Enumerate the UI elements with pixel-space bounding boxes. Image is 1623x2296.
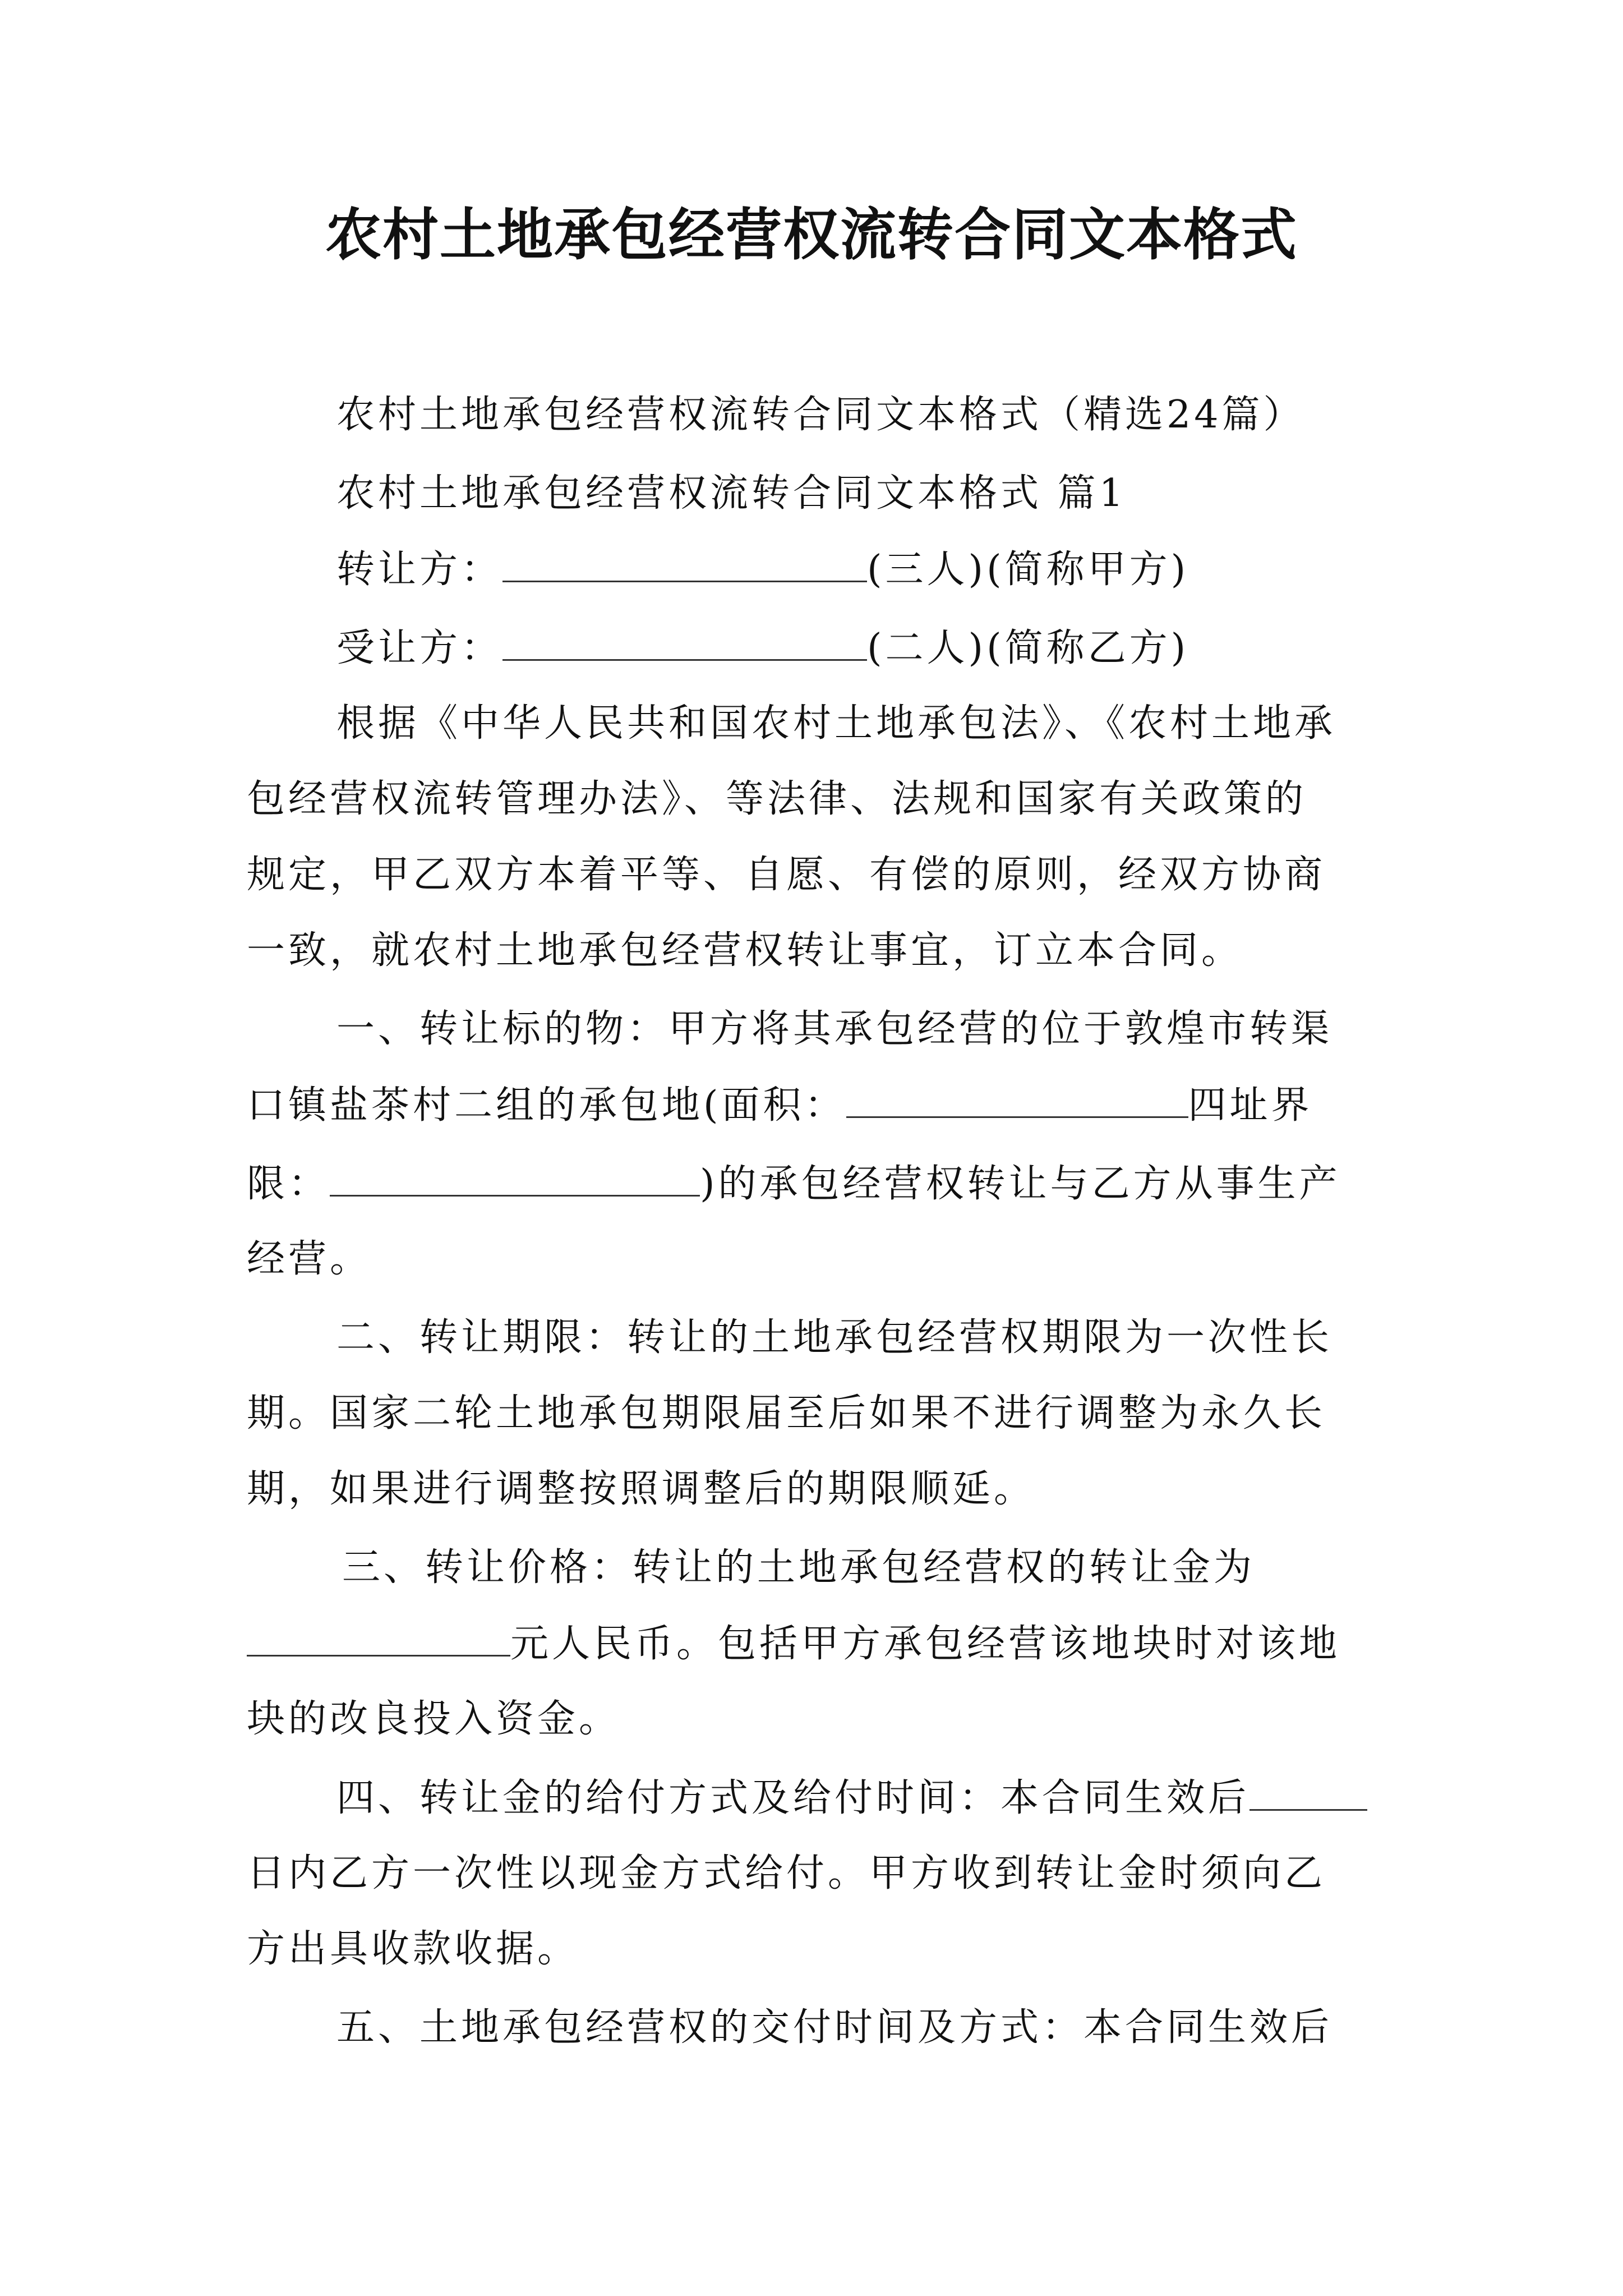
clause1-text: 四址界 [1188, 1083, 1313, 1128]
clause3-line [247, 1616, 1380, 1672]
preamble-line: 一致，就农村土地承包经营权转让事宜，订立本合同。 [247, 928, 1243, 973]
clause4-line [336, 1770, 1380, 1826]
preamble-line: 根据《中华人民共和国农村土地承包法》、《农村土地承 [336, 701, 1336, 746]
transferee-blank [502, 620, 867, 661]
clause2-line: 期，如果进行调整按照调整后的期限顺延。 [247, 1467, 1036, 1511]
area-blank [846, 1077, 1188, 1118]
clause3-text: 元人民币。包括甲方承包经营该地块时对该地 [510, 1622, 1341, 1666]
clause1-text: )的承包经营权转让与乙方从事生产 [700, 1162, 1341, 1206]
clause2-line: 二、转让期限：转让的土地承包经营权期限为一次性长 [336, 1315, 1333, 1360]
transferee-suffix: (二人)(简称乙方) [867, 626, 1189, 670]
transferee-line [336, 620, 1380, 677]
clause1-line [247, 1156, 1380, 1212]
transferor-suffix: (三人)(简称甲方) [867, 547, 1189, 592]
price-blank [247, 1616, 510, 1657]
subtitle: 农村土地承包经营权流转合同文本格式（精选24篇） [336, 393, 1305, 437]
clause1-line [247, 1077, 1380, 1134]
boundary-blank [330, 1156, 700, 1197]
clause1-line: 经营。 [247, 1237, 372, 1281]
clause3-line: 三、转让价格：转让的土地承包经营权的转让金为 [342, 1545, 1256, 1590]
clause4-line: 方出具收款收据。 [247, 1927, 579, 1971]
clause1-text: 口镇盐茶村二组的承包地(面积： [247, 1083, 846, 1128]
transferor-line [336, 541, 1380, 598]
clause4-line: 日内乙方一次性以现金方式给付。甲方收到转让金时须向乙 [247, 1851, 1326, 1895]
clause5-line: 五、土地承包经营权的交付时间及方式：本合同生效后 [336, 2005, 1333, 2050]
transferee-label: 受让方： [336, 626, 503, 670]
preamble-line: 包经营权流转管理办法》、等法律、法规和国家有关政策的 [247, 777, 1307, 821]
section-heading: 农村土地承包经营权流转合同文本格式 篇1 [336, 471, 1127, 516]
preamble-line: 规定，甲乙双方本着平等、自愿、有偿的原则，经双方协商 [247, 853, 1326, 897]
clause4-text: 四、转让金的给付方式及给付时间：本合同生效后 [336, 1776, 1250, 1820]
transferor-label: 转让方： [336, 547, 503, 592]
document-title: 农村土地承包经营权流转合同文本格式 [325, 201, 1298, 268]
transferor-blank [502, 541, 867, 582]
clause1-line: 一、转让标的物：甲方将其承包经营的位于敦煌市转渠 [336, 1007, 1333, 1051]
clause1-text: 限： [247, 1162, 330, 1206]
days-blank [1249, 1770, 1367, 1811]
clause2-line: 期。国家二轮土地承包期限届至后如果不进行调整为永久长 [247, 1391, 1326, 1435]
clause3-line: 块的改良投入资金。 [247, 1697, 621, 1741]
